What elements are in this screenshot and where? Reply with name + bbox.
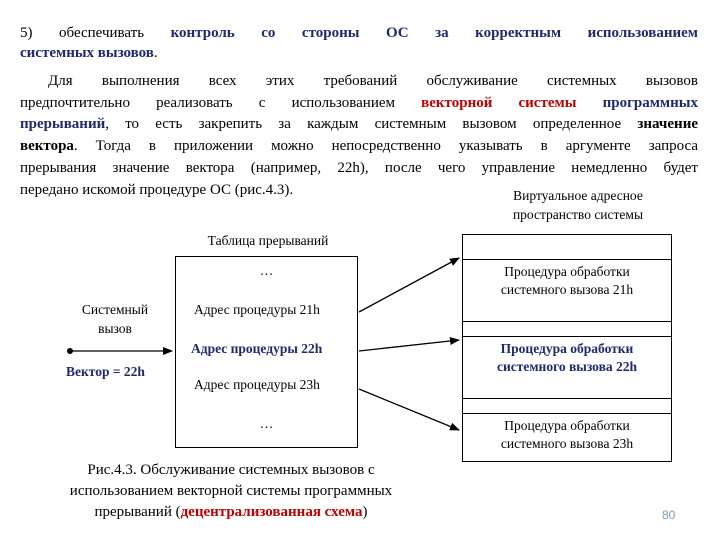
- body-line-3: прерываний, то есть закрепить за каждым системным вызовом определенное значение: [20, 116, 698, 132]
- vector-label: Вектор = 22h: [66, 364, 145, 379]
- virtual-space-label: Виртуальное адресное пространство системы: [512, 188, 644, 222]
- syscall-label: Системный вызов: [81, 302, 149, 336]
- table-row-21h: Адрес процедуры 21h: [194, 302, 320, 317]
- item5-highlight-cont: системных вызовов: [20, 45, 154, 61]
- item5-prefix: 5) обеспечивать: [20, 25, 145, 41]
- figure-caption: Рис.4.3. Обслуживание системных вызовов с использованием векторной системы программных прерываний (децентрализованная схема): [69, 462, 393, 520]
- item5-line-2: системных вызовов.: [20, 45, 158, 61]
- body-line-1: Для выполнения всех этих требований обслуживание системных вызовов: [48, 73, 698, 89]
- arrow-22h: [359, 340, 459, 351]
- table-row-ellipsis-bottom: …: [259, 416, 274, 431]
- body-line-6: передано искомой процедуре ОС (рис.4.3).: [20, 182, 294, 198]
- table-row-ellipsis-top: …: [259, 263, 274, 278]
- decentralized-scheme-highlight: децентрализованная схема: [180, 504, 363, 520]
- arrow-21h: [359, 258, 459, 312]
- procedure-21h: Процедура обработки системного вызова 21h: [500, 264, 634, 297]
- table-row-23h: Адрес процедуры 23h: [194, 377, 320, 392]
- vector-system-highlight: векторной системы: [421, 95, 577, 111]
- body-line-5: прерывания значение вектора (например, 22h), после чего управление немедленно будет: [20, 160, 698, 176]
- body-line-4: вектора. Тогда в приложении можно непосредственно указывать в аргументе запроса: [20, 138, 698, 154]
- page-number: 80: [662, 508, 676, 522]
- program-highlight: программных: [602, 95, 699, 111]
- item5-highlight: контроль со стороны ОС за корректным использованием: [170, 25, 698, 41]
- interrupts-highlight: прерываний: [20, 116, 106, 132]
- arrow-23h: [359, 389, 459, 430]
- table-row-22h: Адрес процедуры 22h: [191, 341, 323, 356]
- body-line-2: предпочтительно реализовать с использованием векторной системы программных: [20, 95, 699, 111]
- table-title: Таблица прерываний: [207, 233, 329, 248]
- procedure-23h: Процедура обработки системного вызова 23h: [500, 418, 634, 451]
- procedure-22h: Процедура обработки системного вызова 22h: [496, 341, 638, 374]
